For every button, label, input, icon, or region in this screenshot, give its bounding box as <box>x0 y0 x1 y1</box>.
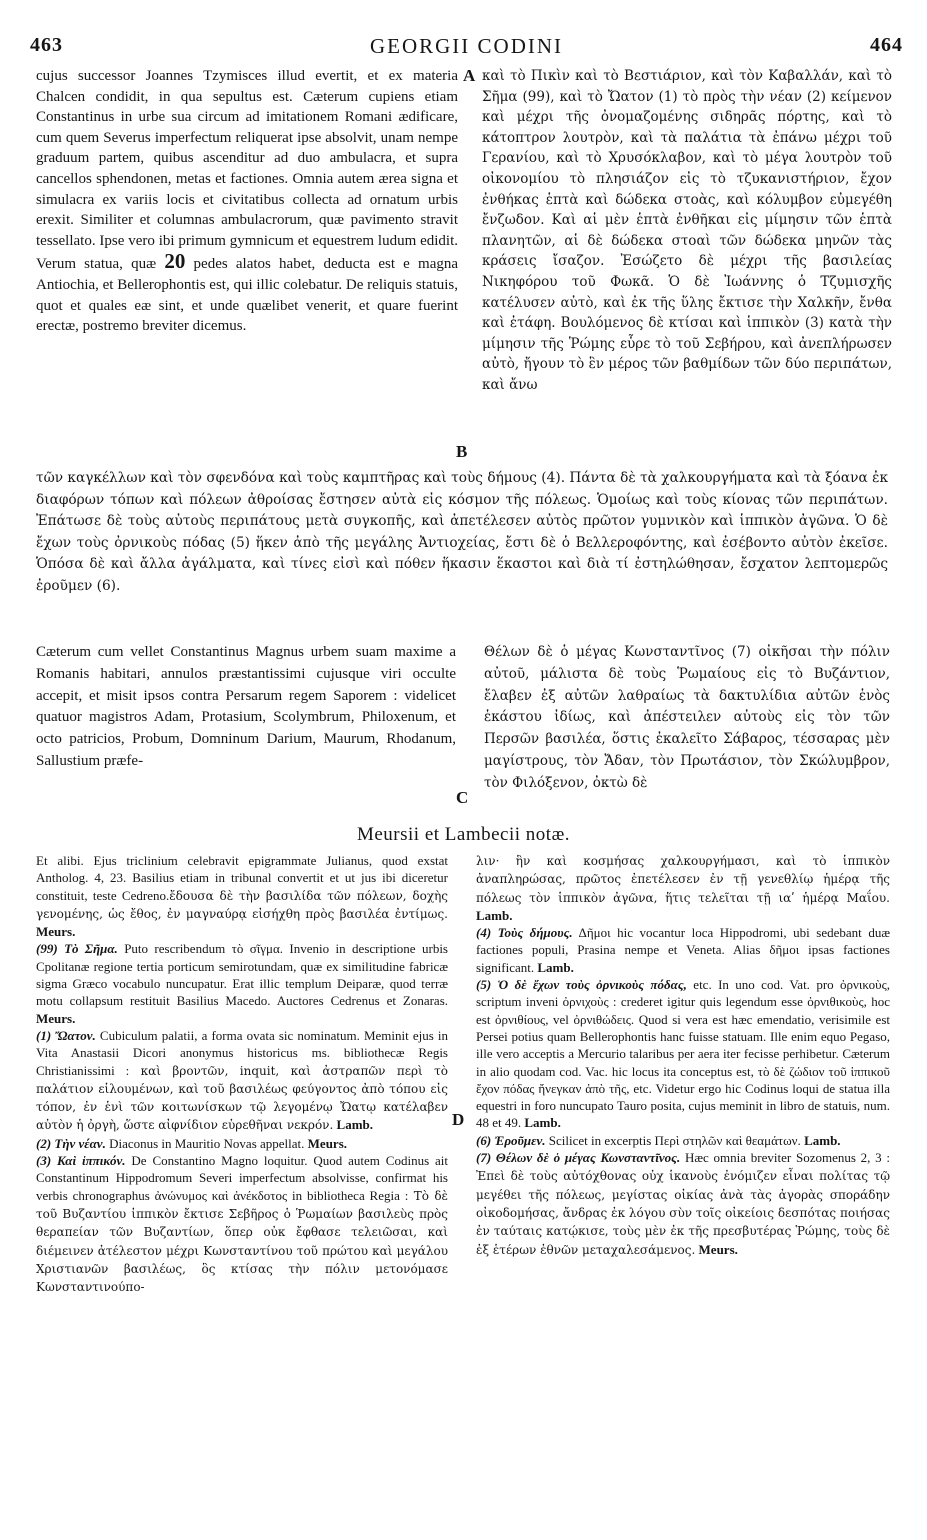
note-lemma: (7) Θέλων δὲ ὁ μέγας Κωνσταντῖνος. <box>476 1150 681 1166</box>
note-text: Puto rescribendum τὸ σῖγμα. Invenio in descriptione urbis Cpolitanæ regione tertia porticum semirotundam, quæ ex similitudine fabricæ sigma Græco vocabulo nuncupatur. Erat illic templum Deiparæ, quod terræ motu collapsum restituit Basilius Macedo. Auctores Cedrenus et Zonaras. <box>36 941 448 1009</box>
greek-column-upper <box>482 66 892 468</box>
note-signature: Lamb. <box>800 1132 841 1148</box>
note-signature: Meurs. <box>36 1010 76 1026</box>
note-greek-quote: Τὸ δὲ τοῦ Βυζαντίου ἱππικὸν ἔκτισε Σεβῆρος ὁ Ῥωμαίων βασιλεὺς πρὸς θεραπείαν τῶν Βυζαντίων, ὅπερ οὐκ ἔφθασε τελειῶσαι, καὶ διέμεινεν ἀτέλεστον μέχρι Κωνσταντίνου τοῦ πρώτου καὶ μεγάλου Χριστιανῶν βασιλέως, ὃς κτίσας τὴν πόλιν μετονόμασε Κωνσταντινούπο- <box>36 1188 448 1295</box>
note-signature: Meurs. <box>304 1135 348 1151</box>
note-entry <box>36 852 448 940</box>
note-text: Δῆμοι hic vocantur loca Hippodromi, ubi sedebant duæ factiones populi, Prasina nempe et Veneta. Alias δῆμοι ipsas factiones significant. <box>476 925 890 975</box>
note-text: Scilicet in excerptis Περὶ στηλῶν καὶ θεαμάτων. <box>545 1132 801 1148</box>
note-text: Et alibi. Ejus triclinium celebravit epigrammate Julianus, quod exstat Antholog. 4, 23. Basilius etiam in tribunal convertit et ut jus ibi diceretur constituit, teste Cedreno. <box>36 853 448 903</box>
greek-spanning-paragraph: τῶν καγκέλλων καὶ τὸν σφενδόνα καὶ τοὺς καμπτῆρας καὶ τοὺς δήμους (4). Πάντα δὲ τὰ χαλκουργήματα καὶ τὰ ξόανα ἐκ διαφόρων τόπων καὶ πόλεων ἀθροίσας ἔστησεν αὐτὰ εἰς κόσμον τῆς πόλεως. Ὁμοίως καὶ τοὺς κίονας τῶν περιπάτων. Ἐπάτωσε δὲ τοὺς αὐτοὺς περιπάτους μετὰ συγκοπῆς, καὶ ἀπετέλεσεν αὐτὸς πρῶτον γυμνικὸν καὶ ἱππικὸν ἀγῶνα. Ὁ δὲ ἔχων τοὺς ὀρνικοὺς πόδας (5) ἥκεν ἀπὸ τῆς μεγάλης Ἀντιοχείας, ἔστι δὲ ὁ Βελλεροφόντης, καὶ ἐσέβοντο αὐτὸν ἐκεῖσε. Ὁπόσα δὲ καὶ ἄλλα ἀγάλματα, καὶ τίνες εἰσὶ καὶ πόθεν ἥκασιν ἕκαστοι καὶ διὰ τί ἐστηλώθησαν, ἔσχατον λεπτομερῶς ἐροῦμεν (6). <box>36 470 888 594</box>
note-entry <box>476 976 890 1132</box>
latin-column-upper <box>36 66 458 468</box>
greek-text-lower: Θέλων δὲ ὁ μέγας Κωνσταντῖνος (7) οἰκῆσαι τὴν πόλιν αὐτοῦ, μάλιστα δὲ τοὺς Ῥωμαίους εἰς τὸ Βυζάντιον, ἔλαβεν ἐξ αὐτῶν λαθραίως τὰ δακτυλίδια αὐτῶν ἑνὸς ἑκάστου ἰδίως, καὶ ἀπέστειλεν αὐτοὺς εἰς τὸν τῶν Περσῶν βασιλέα, ὅστις ἐκαλεῖτο Σάβαρος, τέσσαρας μὲν μαγίστρους, τὸν Ἄδαν, τὸν Πρωτάσιον, τὸν Σκώλυμβρον, τὸν Φιλόξενον, ὀκτὼ δὲ <box>484 644 890 791</box>
running-title: GEORGII CODINI <box>369 34 564 58</box>
note-signature: Lamb. <box>534 959 574 975</box>
greek-column-lower <box>484 642 890 820</box>
page-number-right: 464 <box>870 34 903 56</box>
note-entry <box>36 940 448 1026</box>
note-entry <box>36 1135 448 1152</box>
note-lemma: (1) Ὤατον. <box>36 1027 96 1043</box>
note-lemma: (6) Ἐροῦμεν. <box>476 1132 546 1148</box>
margin-marker-a: A <box>463 66 476 85</box>
margin-marker-b: B <box>456 442 468 461</box>
note-entry <box>476 924 890 976</box>
note-lemma: (4) Τοὺς δήμους. <box>476 925 573 941</box>
note-entry <box>476 852 890 924</box>
note-greek-quote: Ἐπεὶ δὲ τοὺς αὐτόχθονας οὐχ ἱκανοὺς ἐνόμιζεν εἶναι πολίτας τῷ μεγέθει τῆς πόλεως, μεγίστας οἰκίας ἀνὰ τὰς ἀγορὰς σποράδην οἰκοδομήσας, ἄνδρας ἐκ λόγου σὺν τοῖς οἰκείοις δεσπότας ποιήσας ἐν ταύταις κατῴκισε, τοὺς μὲν ἐκ τῆς πρεσβυτέρας Ῥώμης, τοὺς δὲ ἐξ ἑτέρων ἐθνῶν μεταχαλεσάμενος. <box>476 1169 890 1257</box>
note-lemma: (99) Τὸ Σῆμα. <box>36 941 118 957</box>
note-greek-quote: καὶ βροντῶν, inquit, καὶ ἀστραπῶν περὶ τὸ παλάτιον εἱλουμένων, καὶ τοῦ βασιλέως φεύγοντος ἀπὸ τόπου εἰς τόπον, ἐν ἑνὶ τῶν κοιτωνίσκων τῷ λεγομένῳ Ὤατῳ κατέλαβεν αὐτὸν ἡ ὀργὴ, ὥστε αἰφνίδιον εὑρεθῆναι νεκρόν. <box>36 1063 448 1133</box>
note-signature: Meurs. <box>695 1241 738 1257</box>
greek-text-upper: καὶ τὸ Πικὶν καὶ τὸ Βεστιάριον, καὶ τὸν Καβαλλάν, καὶ τὸ Σῆμα (99), καὶ τὸ Ὤατον (1) τὸ πρὸς τὴν νέαν (2) κείμενον καὶ μέχρι τῆς ὀνομαζομένης σιδηρᾶς πόρτης, καὶ τὸ κάτοπτρον λουτρὸν, καὶ τὰ παλάτια τὰ ἐπάνω μέχρι τοῦ Γερανίου, καὶ τὸ Χρυσόκλαβον, καὶ τὸ μέγα λουτρὸν τοῦ οἰκονομίου τὸ πλησιάζον εἰς τὸ τζυκανιστήριον, ἔχον ἐνθήκας ἑπτὰ καὶ δώδεκα στοὰς, καὶ κόλυμβον εὐμεγέθη ἔνζωδον. Καὶ αἱ μὲν ἑπτὰ ἐνθῆκαι εἰς μίμησιν τῶν ἑπτὰ πλανητῶν, αἱ δὲ δώδεκα στοαὶ τῶν δώδεκα μηνῶν τὰς κράσεις ἴσαζον. Ἐσώζετο δὲ μέχρι τῆς βασιλείας Νικηφόρου τοῦ Φωκᾶ. Ὁ δὲ Ἰωάννης ὁ Τζυμισχῆς κατέλυσεν αὐτὸ, καὶ ἐκ τῆς ὕλης ἔκτισε τὴν Χαλκῆν, ἔνθα καὶ ἐτάφη. Βουλόμενος δὲ κτίσαι καὶ ἱππικὸν (3) κατὰ τὴν μίμησιν τῆς Ῥώμης εὗρε τὸ τοῦ Σεβήρου, καὶ ἀνεπλήρωσεν αὐτὸ, ἤγουν τὸ ἓν μέρος τῶν βαθμίδων τῶν δύο περιπάτων, καὶ ἄνω <box>482 68 892 393</box>
section-number: 20 <box>164 249 186 274</box>
note-signature: Meurs. <box>36 924 76 940</box>
note-entry <box>36 1152 448 1296</box>
note-greek-quote: λιν· ἣν καὶ κοσμήσας χαλκουργήμασι, καὶ τὸ ἱππικὸν ἀναπληρώσας, πρῶτος ἐπετέλεσεν ἐν τῇ γενεθλίῳ ἡμέρᾳ τῆς πόλεως τὸν ἱππικὸν ἀγῶνα, ἥτις τελεῖται τῇ ιαʹ ἡμέρᾳ Μαΐου. <box>476 854 890 905</box>
note-entry <box>476 1132 890 1149</box>
note-signature: Lamb. <box>476 907 513 923</box>
margin-marker-c: C <box>456 788 469 807</box>
note-lemma: (3) Καὶ ἱππικόν. <box>36 1153 126 1169</box>
latin-text-upper-1: cujus successor Joannes Tzymisces illud evertit, et ex materia Chalcen condidit, in qua sepultus est. Cæterum cupiens etiam Constantinus in urbe sua circum ad imitationem Romani ædificare, cum quem Severus imperfectum reliquerat ipse absolvit, unam nempe graduum partem, quibus ascenditur ad duo ambulacra, et supra cancellos sphendonen, metas et factiones. Omnia autem ærea signa et simulacra ex variis locis et civitatibus collecta ad ornatum urbis erexit. Similiter et columnas ambulacrorum, quæ pavimento stravit tessellato. Ipse vero ibi primum gymnicum et equestrem ludum edidit. Verum statua, quæ <box>36 68 458 273</box>
note-lemma: (5) Ὁ δὲ ἔχων τοὺς ὀρνικοὺς πόδας, <box>476 977 687 993</box>
latin-text-upper-2: pedes alatos habet, deducta est e magna Antiochia, et Bellerophontis est, qui illic colebatur. De reliquis statuis, quot et quales eæ sint, et unde quælibet venerit, et quare fuerint erectæ, postremo breviter dicemus. <box>36 256 458 335</box>
note-text: De Constantino Magno loquitur. Quod autem Codinus ait Constantinum Hippodromum Severi imperfectum absolvisse, confirmat his verbis chronographus ἀνώνυμος καὶ ἀνέκδοτος in bibliotheca Regia : <box>36 1153 448 1203</box>
note-entry <box>476 1149 890 1259</box>
margin-marker-d: D <box>452 1110 465 1129</box>
note-signature: Lamb. <box>521 1115 561 1131</box>
notes-heading: Meursii et Lambecii notæ. <box>356 824 570 845</box>
note-lemma: (2) Τὴν νέαν. <box>36 1135 106 1151</box>
note-signature: Lamb. <box>333 1117 374 1133</box>
note-text: Cubiculum palatii, a forma ovata sic nominatum. Meminit ejus in Vita Anastasii Dicori anonymus historicus ms. bibliothecæ Regis Christianissimi : <box>36 1027 448 1078</box>
latin-column-lower <box>36 642 456 820</box>
note-text: Hæc omnia breviter Sozomenus 2, 3 : <box>680 1150 890 1166</box>
page-number-left: 463 <box>30 34 63 56</box>
running-header <box>30 34 903 60</box>
note-greek-quote: ἔδουσα δὲ τὴν βασιλίδα τῶν πόλεων, δοχὴς γενομένης, ὡς ἔθος, ἐν μαγναύρᾳ εἰσήχθη πρὸς βασιλέα ἐντίμως. <box>36 888 448 921</box>
note-text: Diaconus in Mauritio Novas appellat. <box>105 1135 305 1151</box>
note-entry <box>36 1027 448 1135</box>
notes-column-right <box>476 852 890 1522</box>
latin-text-lower: Cæterum cum vellet Constantinus Magnus urbem suam maxime a Romanis habitari, annulos præstantissimi cujusque viri occulte accepit, et misit ipsos contra Persarum regem Saporem : videlicet quatuor magistros Adam, Protasium, Scolymbrum, Philoxenum, et octo patricios, Probum, Domninum Darium, Maurum, Rhodanum, Sallustium præfe- <box>36 644 456 769</box>
note-text: etc. In uno cod. Vat. pro ὀρνικοὺς, scriptum inveni ὀρνιχοὺς : crederet igitur quis legendum esse ὀρνιθικοὺς, hoc est ὀρνιθίους, vel ὀρνιθώδεις. Quod si vera est hæc emendatio, verisimile est Persei potius quam Bellerophontis hanc fuisse statuam. Ille enim equo Pegaso, ille vero acceptis a Mercurio talaribus per aera iter fecisse perhibetur. Cæterum in alio quodam cod. Vac. hic locus ita conceptus est, τὸ δὲ ζώδιον τοῦ ἱππικοῦ ἔχον πόδας ἤνεγκαν ἀπὸ τῆς, etc. Videtur ergo hic Codinus loqui de statua illa equestri in foro nuncupato Tauro posita, cujus meminit in libro de statuis, num. 48 et 49. <box>476 977 890 1131</box>
notes-column-left <box>36 852 448 1522</box>
